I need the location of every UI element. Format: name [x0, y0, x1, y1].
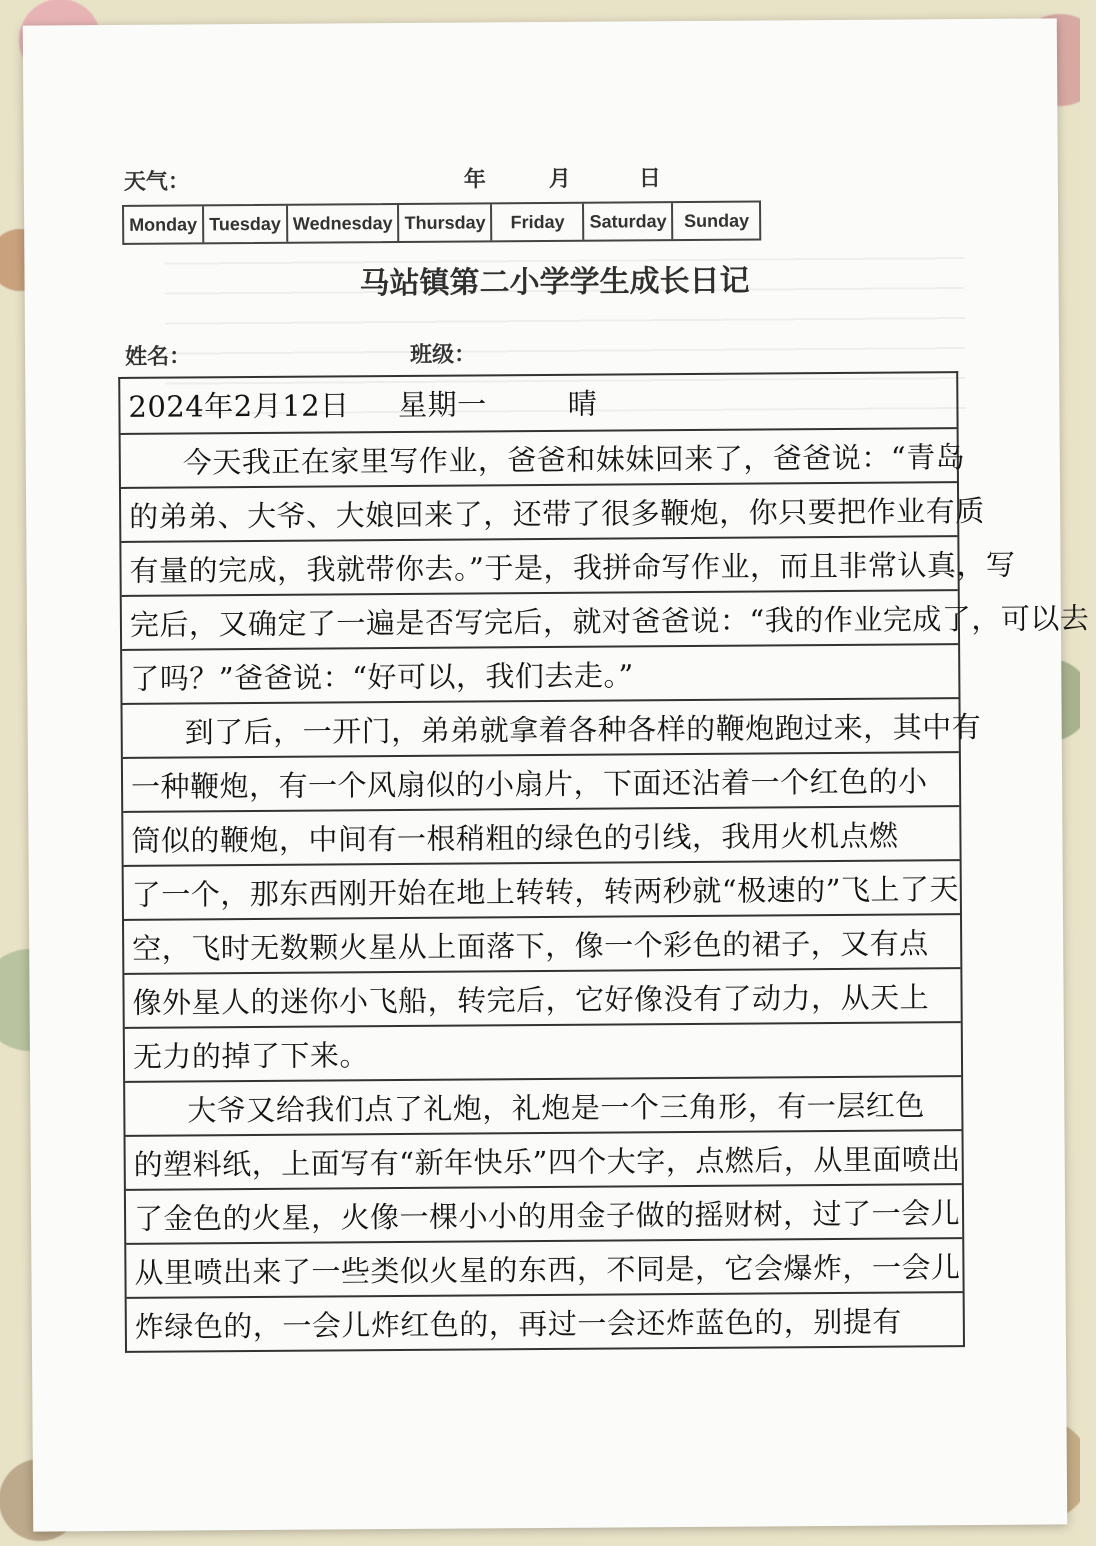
diary-line: 今天我正在家里写作业，爸爸和妹妹回来了，爸爸说：“青岛: [121, 429, 957, 489]
weekday-saturday: Saturday: [584, 203, 673, 240]
day-label: 日: [638, 166, 661, 192]
month-label: 月: [548, 166, 571, 192]
diary-line: 了吗？”爸爸说：“好可以，我们去走。”: [122, 645, 958, 705]
diary-line: 炸绿色的，一会儿炸红色的，再过一会还炸蓝色的，别提有: [127, 1293, 963, 1353]
entry-header-line: [120, 373, 956, 435]
weekday-sunday: Sunday: [684, 210, 750, 232]
weekday-monday: Monday: [124, 206, 204, 243]
entry-date: 2024年2月12日: [128, 388, 350, 424]
diary-line: 无力的掉了下来。: [125, 1023, 961, 1083]
diary-line: 完后，又确定了一遍是否写完后，就对爸爸说：“我的作业完成了，可以去: [122, 591, 958, 651]
diary-line: 一种鞭炮，有一个风扇似的小扇片，下面还沾着一个红色的小: [123, 753, 959, 813]
diary-line: 的塑料纸，上面写有“新年快乐”四个大字，点燃后，从里面喷出: [126, 1131, 962, 1191]
weekday-thursday: Thursday: [399, 204, 492, 241]
diary-line: 到了后，一开门，弟弟就拿着各种各样的鞭炮跑过来，其中有: [123, 699, 959, 759]
student-info-row: [125, 336, 725, 370]
class-label: 班级：: [409, 342, 477, 368]
date-weather-row: [124, 160, 764, 204]
writing-grid: [118, 371, 1090, 1353]
diary-line: 的弟弟、大爷、大娘回来了，还带了很多鞭炮，你只要把作业有质: [121, 483, 957, 543]
diary-line: 从里喷出来了一些类似火星的东西，不同是，它会爆炸，一会儿: [126, 1239, 962, 1299]
diary-line: 空，飞时无数颗火星从上面落下，像一个彩色的裙子，又有点: [124, 915, 960, 975]
weekday-wednesday: Wednesday: [288, 205, 400, 242]
name-label: 姓名：: [124, 344, 192, 370]
diary-line: 像外星人的迷你小飞船，转完后，它好像没有了动力，从天上: [124, 969, 960, 1029]
diary-line: 大爷又给我们点了礼炮，礼炮是一个三角形，有一层红色: [125, 1077, 961, 1137]
entry-weekday: 星期一: [398, 387, 487, 423]
weather-label: 天气：: [123, 169, 190, 195]
weekday-friday: Friday: [492, 204, 584, 241]
year-label: 年: [463, 167, 486, 193]
weekday-tuesday: Tuesday: [204, 206, 288, 243]
diary-page: [23, 18, 1090, 1531]
entry-weather: 晴: [567, 386, 598, 421]
diary-line: 有量的完成，我就带你去。”于是，我拼命写作业，而且非常认真，写: [121, 537, 957, 597]
weekday-selector: [122, 200, 762, 244]
diary-line: 了一个，那东西刚开始在地上转转，转两秒就“极速的”飞上了天: [124, 861, 960, 921]
diary-line: 了金色的火星，火像一棵小小的用金子做的摇财树，过了一会儿: [126, 1185, 962, 1245]
diary-line: 筒似的鞭炮，中间有一根稍粗的绿色的引线，我用火机点燃: [123, 807, 959, 867]
page-title: 马站镇第二小学学生成长日记: [359, 263, 750, 302]
